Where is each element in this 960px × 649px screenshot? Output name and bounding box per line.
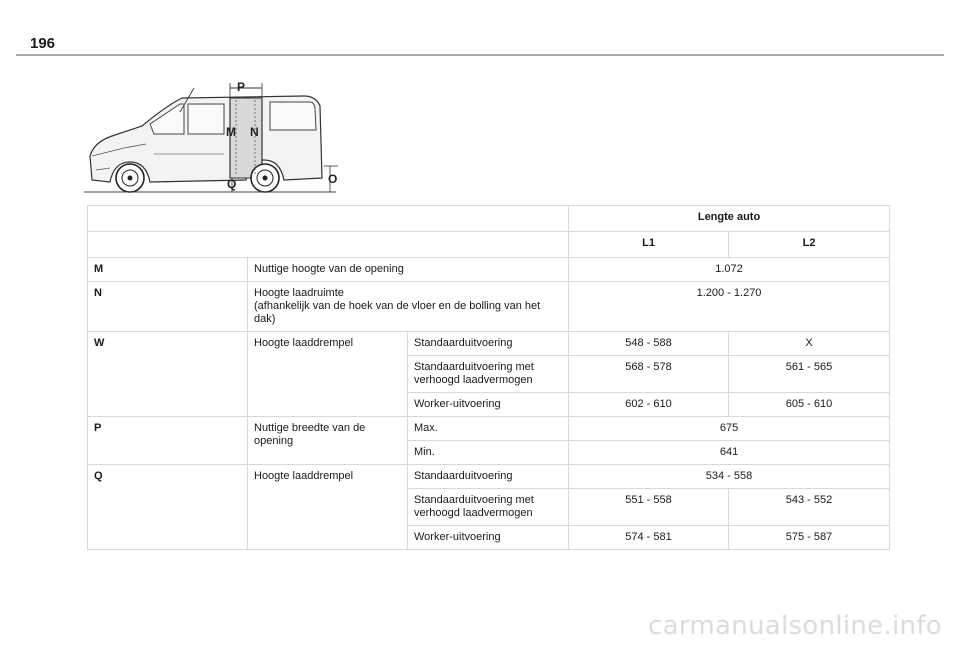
value-l2: 561 - 565 (729, 356, 890, 393)
header-divider (16, 54, 944, 56)
variant-label: Worker-uitvoering (408, 393, 569, 417)
value-l1: 574 - 581 (569, 526, 729, 550)
row-value: 675 (569, 417, 890, 441)
row-value: 534 - 558 (569, 465, 890, 489)
value-l2: X (729, 332, 890, 356)
row-code: N (88, 282, 248, 332)
column-header-l1: L1 (569, 232, 729, 258)
table-row (88, 465, 890, 489)
table-row (88, 258, 890, 282)
row-description: Nuttige hoogte van de opening (248, 258, 569, 282)
row-description: Hoogte laaddrempel (248, 332, 408, 417)
variant-label: Standaarduitvoering (408, 465, 569, 489)
variant-label: Standaarduitvoering (408, 332, 569, 356)
row-description-line: Hoogte laadruimte (254, 287, 344, 299)
value-l1: 568 - 578 (569, 356, 729, 393)
dimension-label-n: N (250, 125, 259, 139)
page-number: 196 (30, 35, 56, 52)
row-code: P (88, 417, 248, 465)
variant-label: Min. (408, 441, 569, 465)
value-l2: 543 - 552 (729, 489, 890, 526)
column-header-length: Lengte auto (569, 206, 890, 232)
table-row (88, 282, 890, 332)
variant-label: Max. (408, 417, 569, 441)
rear-window (270, 102, 316, 130)
value-l1: 602 - 610 (569, 393, 729, 417)
table-row (88, 417, 890, 441)
table-row (88, 332, 890, 356)
row-value: 641 (569, 441, 890, 465)
value-l1: 548 - 588 (569, 332, 729, 356)
row-description-note: (afhankelijk van de hoek van de vloer en de bolling van het dak) (254, 300, 541, 325)
value-l2: 575 - 587 (729, 526, 890, 550)
row-code: Q (88, 465, 248, 550)
van-dimensions-illustration (84, 76, 344, 198)
watermark: carmanualsonline.info (647, 611, 942, 641)
row-value: 1.072 (569, 258, 890, 282)
row-code: M (88, 258, 248, 282)
column-header-l2: L2 (729, 232, 890, 258)
table-header-row (88, 206, 890, 232)
side-window (188, 104, 224, 134)
dimension-label-o: O (328, 172, 338, 186)
row-value: 1.200 - 1.270 (569, 282, 890, 332)
value-l2: 605 - 610 (729, 393, 890, 417)
row-description: Hoogte laaddrempel (248, 465, 408, 550)
variant-label: Standaarduitvoering met verhoogd laadvermogen (408, 356, 569, 393)
value-l1: 551 - 558 (569, 489, 729, 526)
row-code: W (88, 332, 248, 417)
table-subheader-row (88, 232, 890, 258)
dimension-label-m: M (226, 125, 236, 139)
row-description: Nuttige breedte van de opening (248, 417, 408, 465)
variant-label: Worker-uitvoering (408, 526, 569, 550)
dimension-label-p: P (237, 80, 246, 94)
row-description (248, 282, 569, 332)
variant-label: Standaarduitvoering met verhoogd laadvermogen (408, 489, 569, 526)
dimension-label-q: Q (227, 177, 237, 191)
load-dimensions-table (87, 205, 890, 550)
